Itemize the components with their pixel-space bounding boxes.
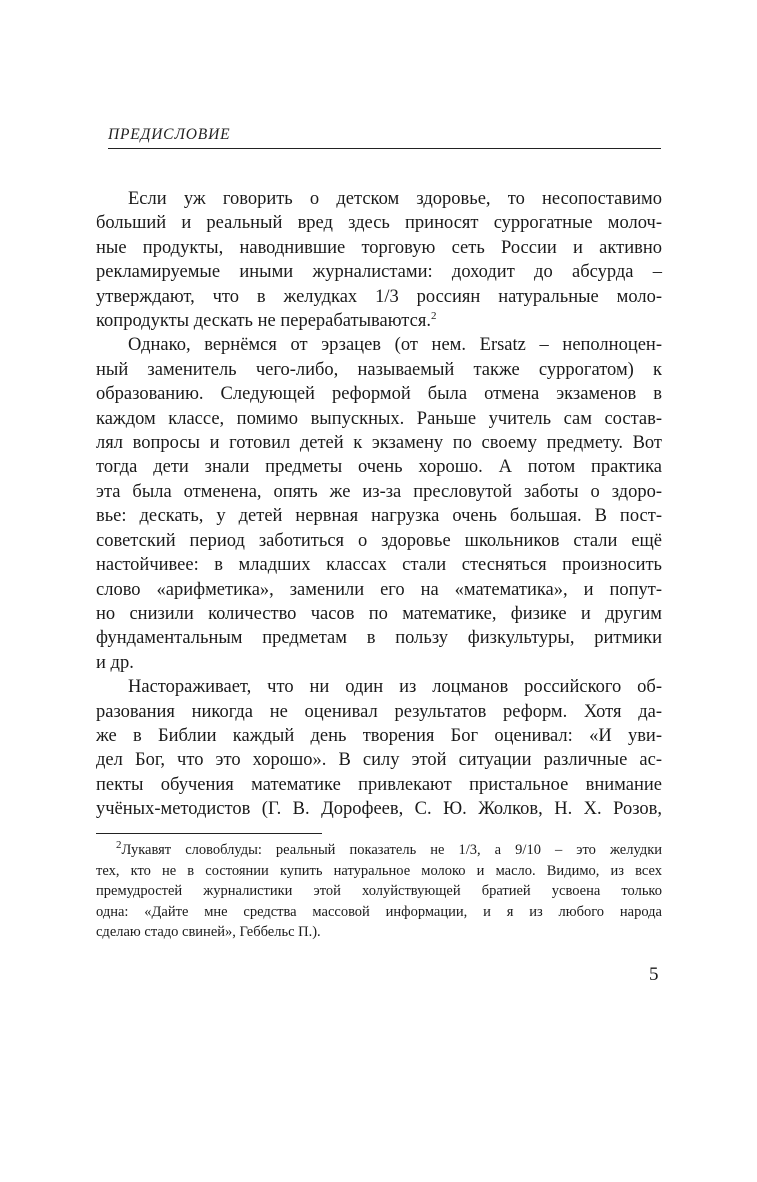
text-line: вье: дескать, у детей нервная нагрузка очень большая. В пост-: [96, 506, 662, 527]
text-line: же в Библии каждый день творения Бог оценивал: «И уви-: [96, 725, 662, 746]
footnote-marker: 2: [116, 839, 122, 852]
footnote-line-with-marker: [96, 840, 662, 861]
text-line: эта была отменена, опять же из-за пресловутой заботы о здоро-: [96, 481, 662, 502]
text-line: лял вопросы и готовил детей к экзамену по своему предмету. Вот: [96, 433, 662, 454]
footnote-divider: [96, 833, 322, 834]
paragraph: [96, 675, 662, 821]
text-line: учёных-методистов (Г. В. Дорофеев, С. Ю. Жолков, Н. Х. Розов,: [96, 799, 662, 820]
main-text: [96, 187, 662, 822]
footnote: [96, 840, 662, 943]
text-line: ные продукты, наводнившие торговую сеть России и активно: [96, 237, 662, 258]
footnote-reference[interactable]: 2: [430, 309, 437, 322]
text-line: пекты обучения математике привлекают пристальное внимание: [96, 774, 662, 795]
text-line: утверждают, что в желудках 1/3 россиян натуральные моло-: [96, 286, 662, 307]
text-line: но снизили количество часов по математике, физике и другим: [96, 603, 662, 624]
paragraph: [96, 333, 662, 675]
text-line: и др.: [96, 652, 134, 673]
text-line: разования никогда не оценивал результатов реформ. Хотя да-: [96, 701, 662, 722]
text-line: Настораживает, что ни один из лоцманов российского об-: [128, 677, 662, 698]
footnote-text-line: премудростей журналистики этой холуйствующей братией усвоена только: [96, 883, 662, 899]
text-line: ный заменитель чего-либо, называемый также суррогатом) к: [96, 359, 662, 380]
text-line: слово «арифметика», заменили его на «математика», и попут-: [96, 579, 662, 600]
text-line: Если уж говорить о детском здоровье, то несопоставимо: [128, 189, 662, 209]
running-head: [108, 124, 661, 149]
footnote-text-line: одна: «Дайте мне средства массовой информации, и я из любого народа: [96, 903, 662, 920]
text-line: тогда дети знали предметы очень хорошо. А потом практика: [96, 457, 662, 478]
text-line: советский период заботиться о здоровье школьников стали ещё: [96, 530, 662, 551]
text-line: дел Бог, что это хорошо». В силу этой ситуации различные ас-: [96, 750, 662, 771]
text-line: копродукты дескать не перерабатываются.: [96, 311, 431, 332]
text-line-with-footnote: [96, 309, 662, 333]
text-line: больший и реальный вред здесь приносят суррогатные молоч-: [96, 213, 662, 234]
text-line: Однако, вернёмся от эрзацев (от нем. Ersatz – неполноцен-: [128, 335, 662, 356]
paragraph: [96, 187, 662, 333]
running-head-title: ПРЕДИСЛОВИЕ: [108, 126, 231, 143]
text-line: каждом классе, помимо выпускных. Раньше учитель сам состав-: [96, 408, 662, 429]
page-number: 5: [649, 964, 659, 985]
footnote-text-line: сделаю стадо свиней», Геббельс П.).: [96, 924, 321, 940]
text-line: настойчивее: в младших классах стали стесняться произносить: [96, 555, 662, 576]
footnote-text-line: тех, кто не в состоянии купить натуральное молоко и масло. Видимо, из всех: [96, 862, 662, 879]
footnote-text-line: Лукавят словоблуды: реальный показатель не 1/3, а 9/10 – это желудки: [121, 842, 662, 858]
text-line: рекламируемые иными журналистами: доходит до абсурда –: [96, 262, 662, 283]
text-line: фундаментальным предметам в пользу физкультуры, ритмики: [96, 628, 662, 649]
text-line: образованию. Следующей реформой была отмена экзаменов в: [96, 384, 662, 405]
